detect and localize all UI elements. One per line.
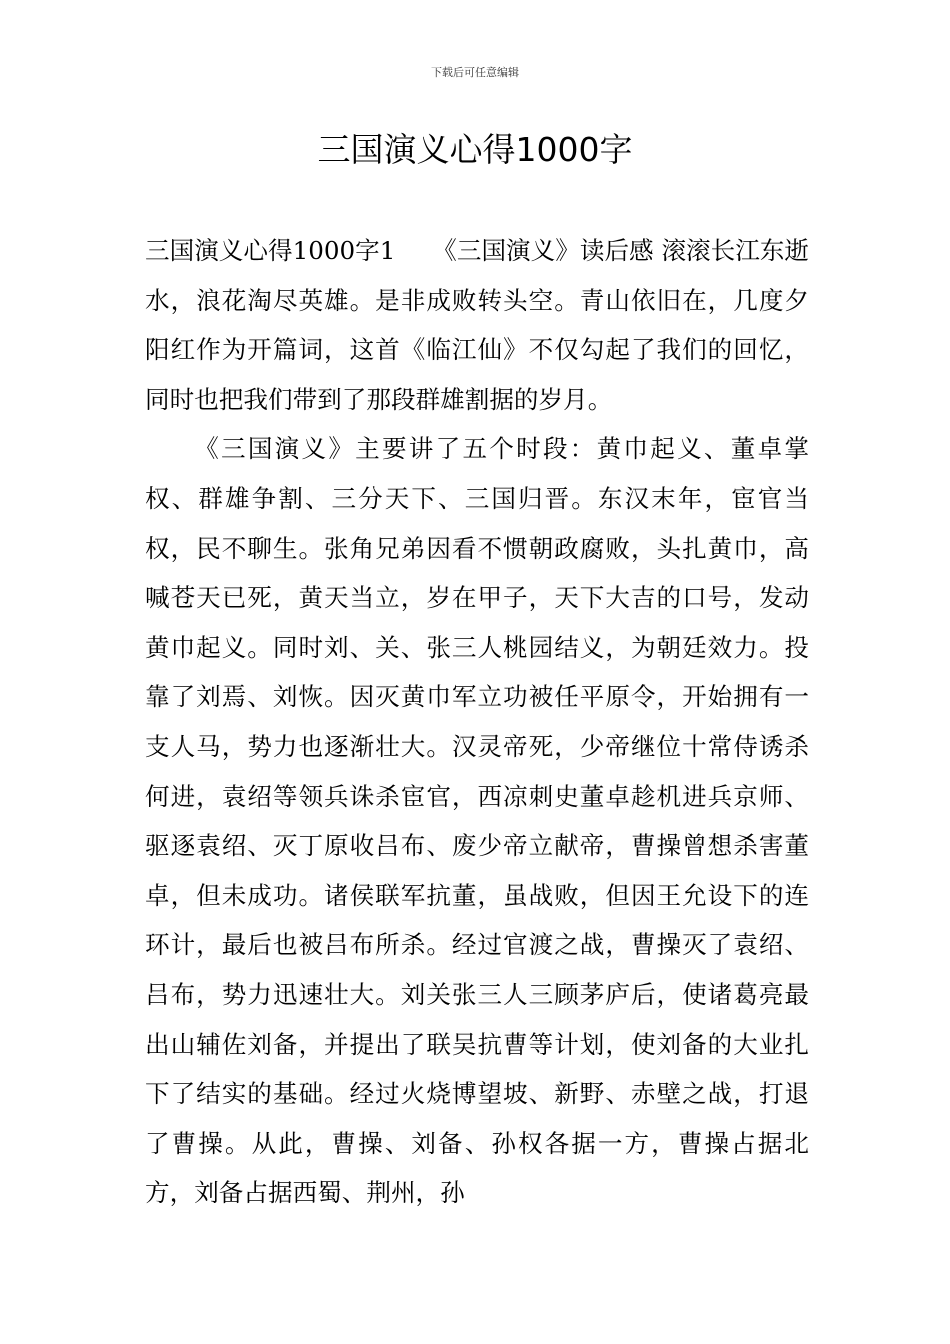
- document-body: [145, 226, 809, 1218]
- header-note: 下载后可任意编辑: [431, 66, 519, 79]
- document-title: 三国演义心得1000字: [317, 130, 633, 169]
- paragraph-intro: 三国演义心得1000字1 《三国演义》读后感 滚滚长江东逝水，浪花淘尽英雄。是非成败转头空。青山依旧在，几度夕阳红作为开篇词，这首《临江仙》不仅勾起了我们的回忆，同时也把我们带到了那段群雄割据的岁月。: [145, 236, 810, 414]
- paragraph-summary: 《三国演义》主要讲了五个时段：黄巾起义、董卓掌权、群雄争割、三分天下、三国归晋。东汉末年，宦官当权，民不聊生。张角兄弟因看不惯朝政腐败，头扎黄巾，高喊苍天已死，黄天当立，岁在甲子，天下大吉的口号，发动黄巾起义。同时刘、关、张三人桃园结义，为朝廷效力。投靠了刘焉、刘恢。因灭黄巾军立功被任平原令，开始拥有一支人马，势力也逐渐壮大。汉灵帝死，少帝继位十常侍诱杀何进，袁绍等领兵诛杀宦官，西凉刺史董卓趁机进兵京师、驱逐袁绍、灭丁原收吕布、废少帝立献帝，曹操曾想杀害董卓，但未成功。诸侯联军抗董，虽战败，但因王允设下的连环计，最后也被吕布所杀。经过官渡之战，曹操灭了袁绍、吕布，势力迅速壮大。刘关张三人三顾茅庐后，使诸葛亮最出山辅佐刘备，并提出了联吴抗曹等计划，使刘备的大业扎下了结实的基础。经过火烧博望坡、新野、赤壁之战，打退了曹操。从此，曹操、刘备、孙权各据一方，曹操占据北方，刘备占据西蜀、荆州，孙: [145, 434, 809, 1208]
